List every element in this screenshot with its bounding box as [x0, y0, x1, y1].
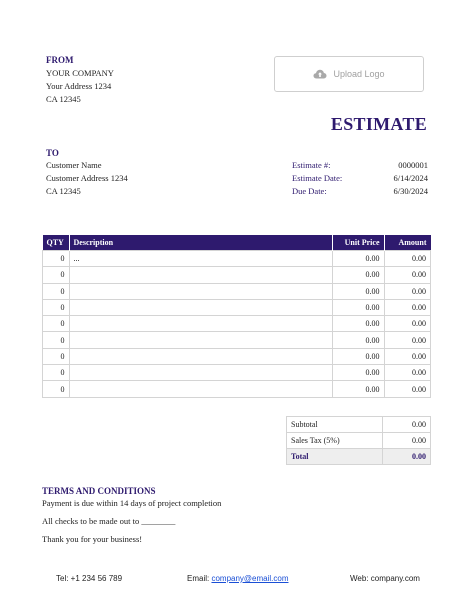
amount-cell: 0.00 — [384, 251, 431, 267]
footer — [0, 574, 474, 588]
to-address — [46, 159, 128, 198]
meta-key: Estimate Date: — [292, 173, 343, 183]
table-row — [43, 316, 431, 332]
upload-logo-label: Upload Logo — [333, 69, 385, 79]
terms-line-payment: Payment is due within 14 days of project completion — [42, 498, 222, 508]
unit-price-cell[interactable]: 0.00 — [332, 316, 384, 332]
description-cell[interactable] — [69, 348, 332, 364]
footer-website: Web: company.com — [350, 574, 420, 583]
description-cell[interactable] — [69, 332, 332, 348]
from-address — [46, 67, 114, 106]
unit-price-cell[interactable]: 0.00 — [332, 283, 384, 299]
table-row — [43, 267, 431, 283]
column-header-unit-price: Unit Price — [332, 235, 384, 251]
from-city-line: CA 12345 — [46, 94, 81, 104]
from-company-name: YOUR COMPANY — [46, 68, 114, 78]
description-cell[interactable] — [69, 381, 332, 397]
sales-tax-value: 0.00 — [383, 433, 431, 449]
total-label: Total — [287, 449, 383, 465]
document-title: ESTIMATE — [330, 114, 427, 134]
from-address-line: Your Address 1234 — [46, 81, 112, 91]
qty-cell[interactable]: 0 — [43, 267, 70, 283]
unit-price-cell[interactable]: 0.00 — [332, 348, 384, 364]
table-header-row — [43, 235, 431, 251]
qty-cell[interactable]: 0 — [43, 283, 70, 299]
table-row — [43, 283, 431, 299]
unit-price-cell[interactable]: 0.00 — [332, 332, 384, 348]
meta-key: Due Date: — [292, 186, 327, 196]
column-header-description: Description — [69, 235, 332, 251]
footer-email — [187, 574, 289, 583]
line-items-table — [42, 235, 431, 398]
table-row — [43, 299, 431, 315]
upload-logo-button[interactable] — [274, 56, 424, 92]
terms-body — [42, 497, 342, 551]
amount-cell: 0.00 — [384, 348, 431, 364]
meta-row-due-date — [292, 185, 428, 198]
amount-cell: 0.00 — [384, 381, 431, 397]
footer-telephone: Tel: +1 234 56 789 — [56, 574, 123, 583]
qty-cell[interactable]: 0 — [43, 381, 70, 397]
total-value: 0.00 — [383, 449, 431, 465]
amount-cell: 0.00 — [384, 316, 431, 332]
meta-value: 6/14/2024 — [393, 173, 428, 183]
description-cell[interactable] — [69, 283, 332, 299]
qty-cell[interactable]: 0 — [43, 251, 70, 267]
unit-price-cell[interactable]: 0.00 — [332, 299, 384, 315]
email-link[interactable]: company@email.com — [211, 574, 289, 583]
totals-table — [286, 416, 431, 465]
terms-heading: TERMS AND CONDITIONS — [42, 486, 156, 496]
terms-line-thanks: Thank you for your business! — [42, 534, 143, 544]
subtotal-label: Subtotal — [287, 417, 383, 433]
qty-cell[interactable]: 0 — [43, 299, 70, 315]
column-header-qty: QTY — [43, 235, 70, 251]
amount-cell: 0.00 — [384, 267, 431, 283]
cloud-upload-icon — [313, 69, 327, 79]
qty-cell[interactable]: 0 — [43, 365, 70, 381]
customer-city-line: CA 12345 — [46, 186, 81, 196]
unit-price-cell[interactable]: 0.00 — [332, 267, 384, 283]
meta-value: 6/30/2024 — [393, 186, 428, 196]
sales-tax-row — [287, 433, 431, 449]
amount-cell: 0.00 — [384, 365, 431, 381]
meta-row-estimate-number — [292, 159, 428, 172]
unit-price-cell[interactable]: 0.00 — [332, 251, 384, 267]
description-cell[interactable] — [69, 299, 332, 315]
column-header-amount: Amount — [384, 235, 431, 251]
customer-address-line: Customer Address 1234 — [46, 173, 128, 183]
table-row — [43, 348, 431, 364]
subtotal-row — [287, 417, 431, 433]
meta-row-estimate-date — [292, 172, 428, 185]
terms-line-checks: All checks to be made out to ________ — [42, 516, 176, 526]
table-row — [43, 365, 431, 381]
estimate-meta — [292, 159, 428, 198]
amount-cell: 0.00 — [384, 332, 431, 348]
qty-cell[interactable]: 0 — [43, 316, 70, 332]
description-cell[interactable] — [69, 316, 332, 332]
meta-key: Estimate #: — [292, 160, 331, 170]
table-row — [43, 251, 431, 267]
subtotal-value: 0.00 — [383, 417, 431, 433]
unit-price-cell[interactable]: 0.00 — [332, 381, 384, 397]
qty-cell[interactable]: 0 — [43, 332, 70, 348]
qty-cell[interactable]: 0 — [43, 348, 70, 364]
total-row — [287, 449, 431, 465]
from-heading: FROM — [46, 55, 74, 65]
meta-value: 0000001 — [398, 160, 428, 170]
customer-name: Customer Name — [46, 160, 102, 170]
unit-price-cell[interactable]: 0.00 — [332, 365, 384, 381]
sales-tax-label: Sales Tax (5%) — [287, 433, 383, 449]
table-row — [43, 381, 431, 397]
footer-email-prefix: Email: — [187, 574, 212, 583]
amount-cell: 0.00 — [384, 283, 431, 299]
to-heading: TO — [46, 148, 59, 158]
description-cell[interactable] — [69, 267, 332, 283]
description-cell[interactable] — [69, 365, 332, 381]
description-cell[interactable]: ... — [69, 251, 332, 267]
table-row — [43, 332, 431, 348]
amount-cell: 0.00 — [384, 299, 431, 315]
